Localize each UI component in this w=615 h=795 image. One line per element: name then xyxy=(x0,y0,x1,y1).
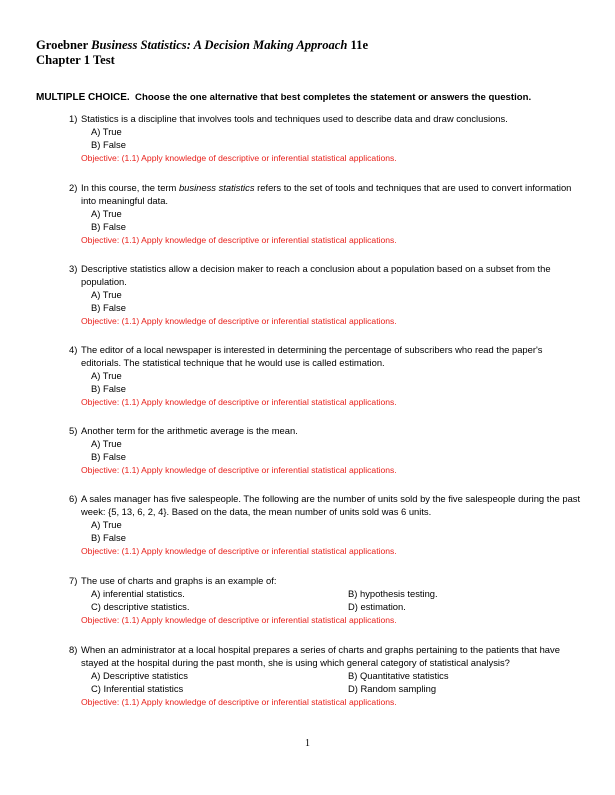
option-a: A) True xyxy=(91,370,122,381)
question-text: The editor of a local newspaper is interested in determining the percentage of subscribers who read the paper's editorials. The statistical technique that he would use is called estimation. xyxy=(81,344,543,368)
question-text-after: refers to the set of tools and techniques that are used to convert information into meaningful data. xyxy=(81,182,572,206)
question-number: 3) xyxy=(69,263,78,274)
question-number: 4) xyxy=(69,344,78,355)
option-b: B) False xyxy=(91,383,126,394)
question-1 xyxy=(0,112,615,165)
option-b: B) False xyxy=(91,221,126,232)
question-stem xyxy=(69,574,581,587)
question-stem xyxy=(69,343,581,369)
objective-note: Objective: (1.1) Apply knowledge of descriptive or inferential statistical applications. xyxy=(81,153,397,163)
question-4 xyxy=(0,343,615,409)
question-stem xyxy=(69,643,581,669)
section-lead: MULTIPLE CHOICE. xyxy=(36,92,130,103)
title-author: Groebner xyxy=(36,38,92,52)
question-stem xyxy=(69,262,581,288)
option-row xyxy=(0,600,615,613)
objective-note: Objective: (1.1) Apply knowledge of descriptive or inferential statistical applications. xyxy=(81,546,397,556)
option-row xyxy=(0,587,615,600)
question-2 xyxy=(0,181,615,247)
option-b: B) False xyxy=(91,532,126,543)
option-d: D) Random sampling xyxy=(348,683,437,694)
page-number: 1 xyxy=(305,738,310,749)
title-book: Business Statistics: A Decision Making Approach xyxy=(91,38,348,52)
question-number: 2) xyxy=(69,182,78,193)
option-a: A) Descriptive statistics xyxy=(91,670,188,681)
question-text: Descriptive statistics allow a decision maker to reach a conclusion about a population based on a subset from the population. xyxy=(81,263,551,287)
option-b: B) False xyxy=(91,302,126,313)
question-stem xyxy=(69,424,581,437)
section-heading xyxy=(36,92,531,104)
question-text-before: In this course, the term xyxy=(81,182,179,193)
option-c: C) descriptive statistics. xyxy=(91,601,190,612)
option-b: B) False xyxy=(91,139,126,150)
option-a: A) True xyxy=(91,438,122,449)
objective-note: Objective: (1.1) Apply knowledge of descriptive or inferential statistical applications. xyxy=(81,316,397,326)
section-instruction: Choose the one alternative that best completes the statement or answers the question. xyxy=(129,92,532,103)
question-text: When an administrator at a local hospital prepares a series of charts and graphs pertaining to the patients that have stayed at the hospital during the past month, she is using which general category of statistical analysis? xyxy=(81,644,560,668)
objective-note: Objective: (1.1) Apply knowledge of descriptive or inferential statistical applications. xyxy=(81,465,397,475)
question-number: 8) xyxy=(69,644,78,655)
question-number: 6) xyxy=(69,493,78,504)
question-stem xyxy=(69,112,581,125)
document-title xyxy=(36,38,368,53)
question-number: 1) xyxy=(69,113,78,124)
option-a: A) inferential statistics. xyxy=(91,588,185,599)
question-text: The use of charts and graphs is an example of: xyxy=(81,575,277,586)
question-6 xyxy=(0,492,615,558)
question-stem xyxy=(69,181,581,207)
question-7 xyxy=(0,574,615,627)
option-d: D) estimation. xyxy=(348,601,406,612)
option-a: A) True xyxy=(91,208,122,219)
option-row xyxy=(0,669,615,682)
option-b: B) False xyxy=(91,451,126,462)
option-a: A) True xyxy=(91,519,122,530)
option-b: B) Quantitative statistics xyxy=(348,670,449,681)
question-3 xyxy=(0,262,615,328)
question-number: 5) xyxy=(69,425,78,436)
option-b: B) hypothesis testing. xyxy=(348,588,438,599)
objective-note: Objective: (1.1) Apply knowledge of descriptive or inferential statistical applications. xyxy=(81,235,397,245)
objective-note: Objective: (1.1) Apply knowledge of descriptive or inferential statistical applications. xyxy=(81,615,397,625)
question-text: A sales manager has five salespeople. The following are the number of units sold by the five salespeople during the past week: {5, 13, 6, 2, 4}. Based on the data, the mean number of units sold was 6 units. xyxy=(81,493,581,517)
question-text: Another term for the arithmetic average is the mean. xyxy=(81,425,298,436)
title-edition: 11e xyxy=(347,38,369,52)
objective-note: Objective: (1.1) Apply knowledge of descriptive or inferential statistical applications. xyxy=(81,397,397,407)
option-a: A) True xyxy=(91,126,122,137)
question-8 xyxy=(0,643,615,709)
question-text-italic: business statistics xyxy=(178,182,255,193)
question-number: 7) xyxy=(69,575,78,586)
question-5 xyxy=(0,424,615,477)
option-a: A) True xyxy=(91,289,122,300)
objective-note: Objective: (1.1) Apply knowledge of descriptive or inferential statistical applications. xyxy=(81,697,397,707)
question-stem xyxy=(69,492,581,518)
option-c: C) Inferential statistics xyxy=(91,683,184,694)
question-text: Statistics is a discipline that involves tools and techniques used to describe data and draw conclusions. xyxy=(81,113,508,124)
chapter-title: Chapter 1 Test xyxy=(36,53,115,67)
option-row xyxy=(0,682,615,695)
